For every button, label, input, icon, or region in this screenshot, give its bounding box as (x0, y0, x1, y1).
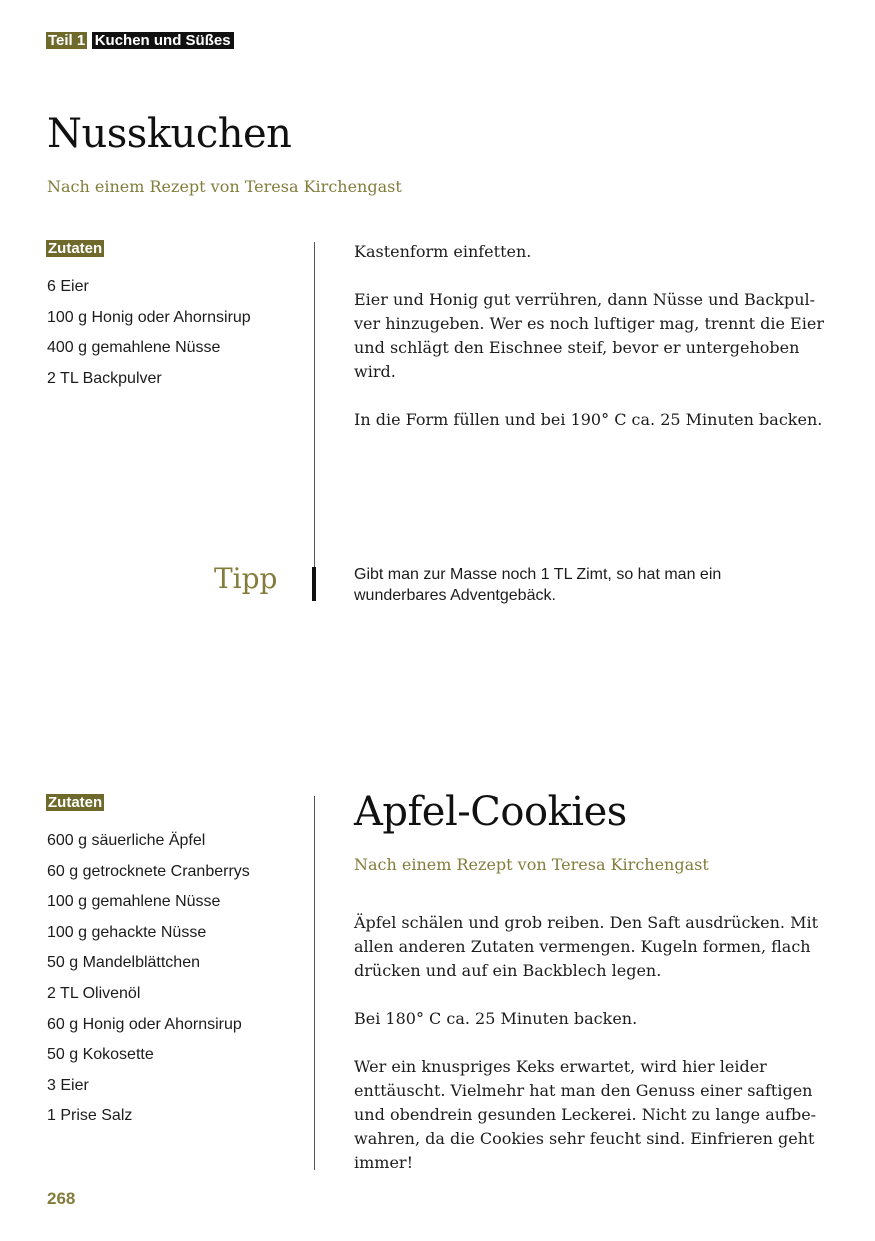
ingredient-item: 3 Eier (47, 1076, 89, 1094)
ingredient-item: 50 g Mandelblättchen (47, 954, 200, 972)
instruction-paragraph: In die Form füllen und bei 190° C ca. 25 Minuten backen. (354, 410, 823, 429)
ingredient-item: 6 Eier (47, 278, 89, 295)
ingredients-heading-apfel-cookies (46, 793, 104, 813)
ingredient-item: 1 Prise Salz (47, 1107, 133, 1125)
ingredients-label: Zutaten (48, 240, 103, 257)
recipe-title-apfel-cookies: Apfel-Cookies (354, 789, 627, 835)
tip-label: Tipp (214, 562, 278, 595)
tip-bar (312, 567, 316, 601)
page-number: 268 (47, 1189, 76, 1208)
ingredients-heading-nusskuchen (46, 239, 104, 259)
recipe-title-nusskuchen: Nusskuchen (47, 111, 292, 157)
ingredient-item: 600 g säuerliche Äpfel (47, 832, 206, 849)
ingredients-label: Zutaten (48, 794, 103, 811)
running-header (46, 31, 234, 51)
recipe-source-nusskuchen: Nach einem Rezept von Teresa Kirchengast (47, 177, 402, 196)
ingredient-item: 100 g gehackte Nüsse (47, 923, 207, 941)
instruction-paragraph: Äpfel schälen und grob reiben. Den Saft ausdrücken. Mit allen anderen Zutaten vermengen. Kugeln formen, flach drücken und auf ein Backblech legen. (354, 913, 818, 980)
section-label: Kuchen und Süßes (92, 32, 234, 49)
column-divider (314, 242, 315, 600)
instructions-nusskuchen (354, 240, 824, 456)
instruction-paragraph: Bei 180° C ca. 25 Minuten backen. (354, 1009, 638, 1028)
ingredient-item: 60 g Honig oder Ahornsirup (47, 1015, 242, 1033)
ingredient-item: 50 g Kokosette (47, 1046, 154, 1064)
ingredients-list-apfel-cookies (47, 830, 297, 1136)
instruction-paragraph: Kastenform einfetten. (354, 242, 532, 261)
ingredient-item: 2 TL Backpulver (47, 369, 162, 387)
column-divider (314, 796, 315, 1170)
ingredient-item: 2 TL Olivenöl (47, 984, 141, 1002)
recipe-source-apfel-cookies: Nach einem Rezept von Teresa Kirchengast (354, 855, 709, 874)
ingredient-item: 100 g Honig oder Ahornsirup (47, 308, 251, 326)
instructions-apfel-cookies (354, 911, 824, 1199)
ingredient-item: 60 g getrocknete Cranberrys (47, 862, 250, 880)
ingredient-item: 400 g gemahlene Nüsse (47, 339, 221, 357)
instruction-paragraph: Wer ein knuspriges Keks erwartet, wird hier leider enttäuscht. Vielmehr hat man den Genuss einer saftigen und obendrein gesunden Leckerei. Nicht zu lange aufbe-wahren, da die Cookies sehr feucht sind. Einfrieren geht immer! (354, 1057, 817, 1172)
tip-text: Gibt man zur Masse noch 1 TL Zimt, so hat man ein wunderbares Adventgebäck. (354, 566, 722, 604)
part-label: Teil 1 (48, 32, 86, 49)
instruction-paragraph: Eier und Honig gut verrühren, dann Nüsse und Backpul-ver hinzugeben. Wer es noch luftiger mag, trennt die Eier und schlägt den Eischnee steif, bevor er untergehoben wird. (354, 290, 824, 381)
ingredient-item: 100 g gemahlene Nüsse (47, 893, 221, 911)
ingredients-list-nusskuchen (47, 276, 297, 398)
